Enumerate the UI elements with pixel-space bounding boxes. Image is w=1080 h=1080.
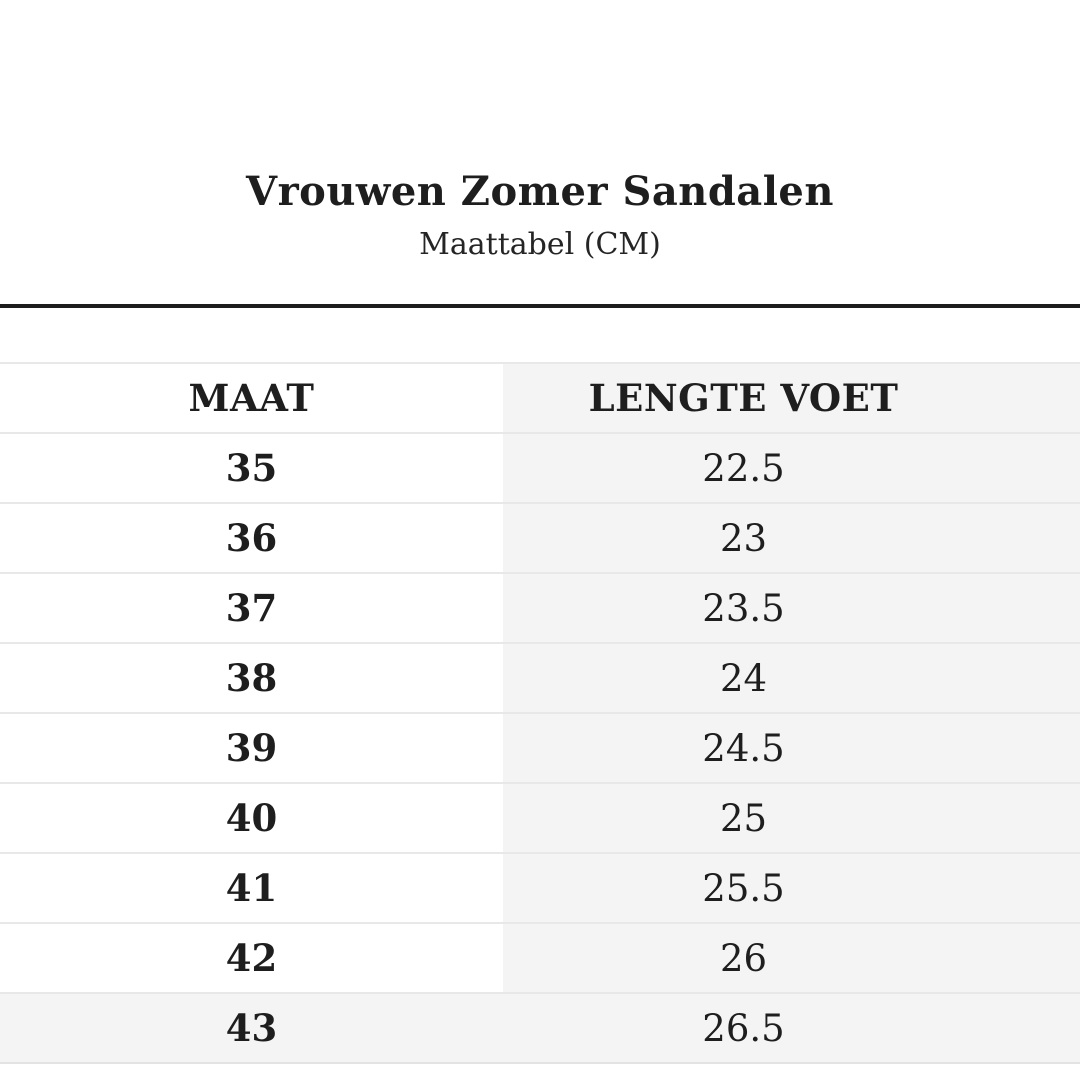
size-cell: 35 xyxy=(0,434,503,502)
size-cell: 40 xyxy=(0,784,503,852)
table-row xyxy=(0,572,1080,642)
foot-length-cell: 26 xyxy=(503,924,1080,992)
size-cell: 36 xyxy=(0,504,503,572)
foot-length-cell: 24 xyxy=(503,644,1080,712)
size-cell: 41 xyxy=(0,854,503,922)
size-cell: 42 xyxy=(0,924,503,992)
foot-length-cell: 23 xyxy=(503,504,1080,572)
foot-length-cell: 24.5 xyxy=(503,714,1080,782)
foot-length-cell: 23.5 xyxy=(503,574,1080,642)
divider-rule xyxy=(0,304,1080,308)
column-header-lengte-voet: LENGTE VOET xyxy=(503,364,1080,432)
size-cell: 39 xyxy=(0,714,503,782)
table-row xyxy=(0,642,1080,712)
size-cell: 43 xyxy=(0,994,503,1062)
table-row xyxy=(0,502,1080,572)
table-row xyxy=(0,852,1080,922)
foot-length-cell: 25 xyxy=(503,784,1080,852)
table-row xyxy=(0,782,1080,852)
page-title: Vrouwen Zomer Sandalen xyxy=(246,168,834,215)
size-cell: 37 xyxy=(0,574,503,642)
table-header-row xyxy=(0,362,1080,432)
foot-length-cell: 26.5 xyxy=(503,994,1080,1062)
foot-length-cell: 25.5 xyxy=(503,854,1080,922)
page-subtitle: Maattabel (CM) xyxy=(419,227,661,262)
table-row xyxy=(0,922,1080,992)
column-header-maat: MAAT xyxy=(0,364,503,432)
size-cell: 38 xyxy=(0,644,503,712)
table-row xyxy=(0,432,1080,502)
foot-length-cell: 22.5 xyxy=(503,434,1080,502)
table-row xyxy=(0,992,1080,1062)
size-table xyxy=(0,362,1080,1064)
table-row xyxy=(0,712,1080,782)
